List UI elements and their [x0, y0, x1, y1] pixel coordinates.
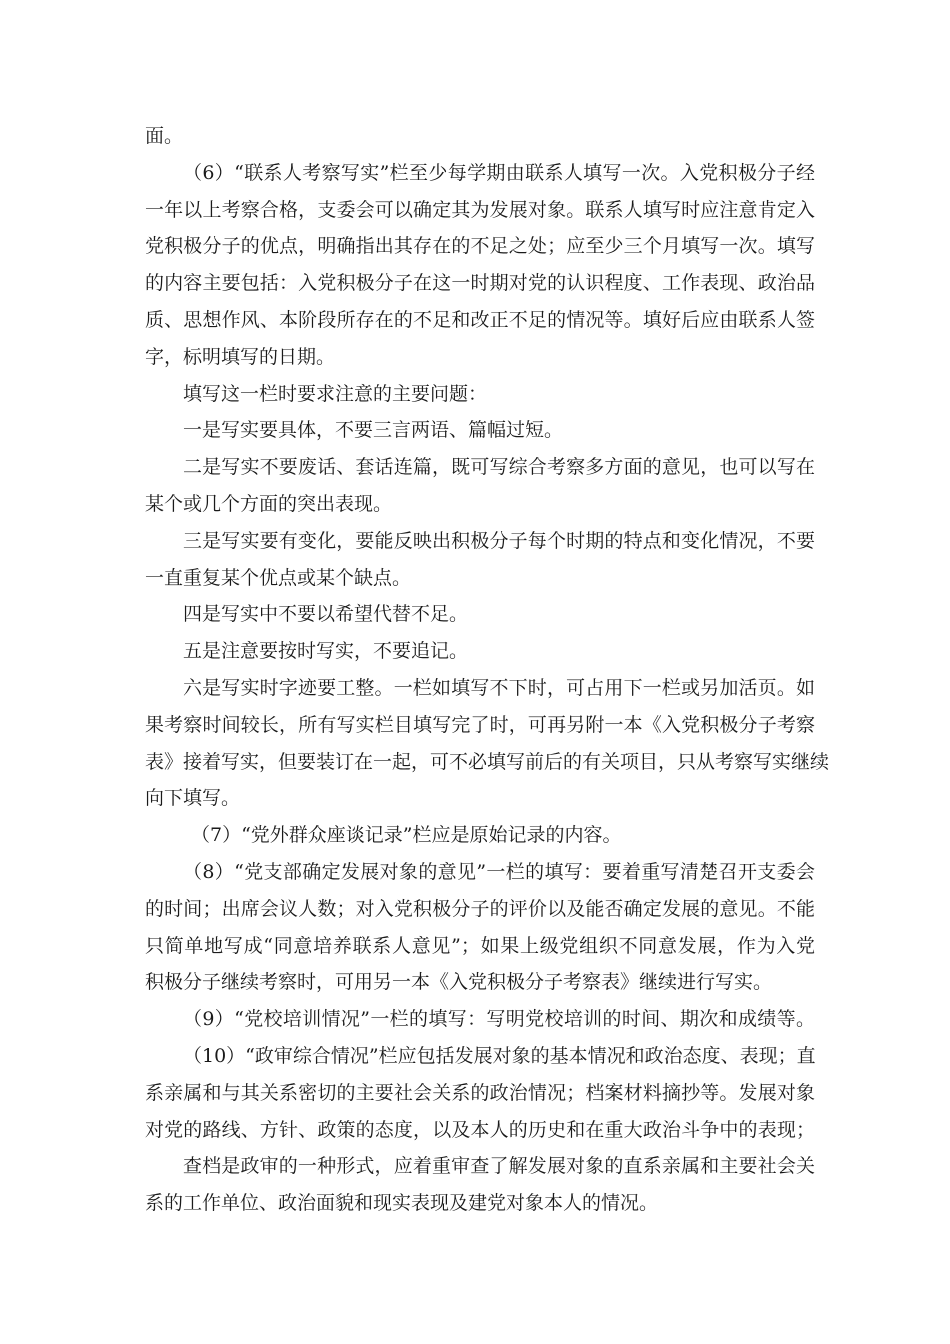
- text-line: 系亲属和与其关系密切的主要社会关系的政治情况；档案材料摘抄等。发展对象: [145, 1081, 815, 1104]
- text-line: 向下填写。: [145, 787, 241, 810]
- text-line: 查档是政审的一种形式，应着重审查了解发展对象的直系亲属和主要社会关: [183, 1155, 815, 1178]
- text-line: （7）“党外群众座谈记录”栏应是原始记录的内容。: [191, 824, 622, 847]
- text-line: 字，标明填写的日期。: [145, 345, 336, 368]
- text-line: 某个或几个方面的突出表现。: [145, 492, 393, 515]
- text-line: 填写这一栏时要求注意的主要问题：: [183, 382, 488, 405]
- text-line: 系的工作单位、政治面貌和现实表现及建党对象本人的情况。: [145, 1192, 659, 1215]
- text-line: 二是写实不要废话、套话连篇，既可写综合考察多方面的意见，也可以写在: [183, 456, 815, 479]
- text-line: 一年以上考察合格，支委会可以确定其为发展对象。联系人填写时应注意肯定入: [145, 198, 815, 221]
- text-line: 只简单地写成“同意培养联系人意见”；如果上级党组织不同意发展，作为入党: [145, 934, 815, 957]
- text-line: 三是写实要有变化，要能反映出积极分子每个时期的特点和变化情况，不要: [183, 529, 815, 552]
- document-body: [145, 118, 830, 1222]
- text-line: 六是写实时字迹要工整。一栏如填写不下时，可占用下一栏或另加活页。如: [183, 676, 815, 699]
- text-line: （9）“党校培训情况”一栏的填写：写明党校培训的时间、期次和成绩等。: [183, 1008, 815, 1031]
- text-line: 四是写实中不要以希望代替不足。: [183, 603, 469, 626]
- text-line: 一是写实要具体，不要三言两语、篇幅过短。: [183, 419, 564, 442]
- text-line: （10）“政审综合情况”栏应包括发展对象的基本情况和政治态度、表现；直: [183, 1044, 816, 1067]
- text-line: （6）“联系人考察写实”栏至少每学期由联系人填写一次。入党积极分子经: [183, 161, 815, 184]
- text-line: 表》接着写实，但要装订在一起，可不必填写前后的有关项目，只从考察写实继续: [145, 750, 830, 773]
- text-line: 党积极分子的优点，明确指出其存在的不足之处；应至少三个月填写一次。填写: [145, 235, 815, 258]
- text-line: 质、思想作风、本阶段所存在的不足和改正不足的情况等。填好后应由联系人签: [145, 308, 815, 331]
- text-line: 积极分子继续考察时，可用另一本《入党积极分子考察表》继续进行写实。: [145, 971, 773, 994]
- text-line: 面。: [145, 125, 184, 147]
- text-line: 的内容主要包括：入党积极分子在这一时期对党的认识程度、工作表现、政治品: [145, 272, 815, 295]
- text-line: 五是注意要按时写实，不要追记。: [183, 640, 469, 663]
- text-line: 一直重复某个优点或某个缺点。: [145, 566, 412, 589]
- text-line: 果考察时间较长，所有写实栏目填写完了时，可再另附一本《入党积极分子考察: [145, 713, 815, 736]
- text-line: 的时间；出席会议人数；对入党积极分子的评价以及能否确定发展的意见。不能: [145, 897, 815, 920]
- text-line: 对党的路线、方针、政策的态度，以及本人的历史和在重大政治斗争中的表现；: [145, 1118, 815, 1141]
- text-line: （8）“党支部确定发展对象的意见”一栏的填写：要着重写清楚召开支委会: [183, 860, 815, 883]
